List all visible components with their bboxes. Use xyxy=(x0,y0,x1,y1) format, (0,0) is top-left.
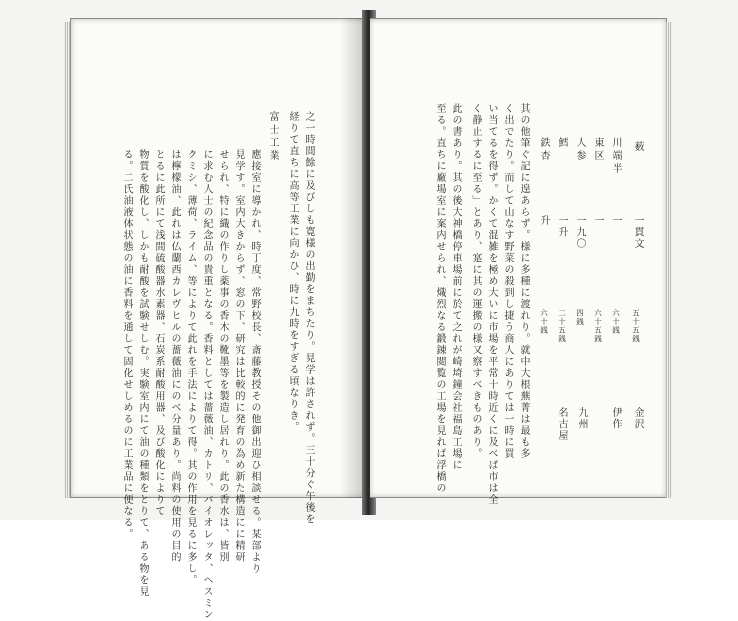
list-value: 一 xyxy=(592,215,603,227)
left-page xyxy=(70,18,367,621)
place-name: 金沢 xyxy=(632,407,643,430)
section-heading: 富士工業 xyxy=(267,111,278,163)
price: 六十五銭 xyxy=(593,309,603,343)
list-item: 薮 xyxy=(632,141,643,154)
text-line: く静止するに至る」とあり、寔に其の運搬の様又察すべきものあり。 xyxy=(470,103,481,460)
price: 五十五銭 xyxy=(631,309,641,343)
text-line: せられ、特に織の作りし薬事の香木の靴墨等を製造し居れり。此の香水は、皆別 xyxy=(217,149,228,563)
text-line: 其の他筆ぐ記に遑あらず。様に多種に渡れり。就中大根蕪菁は最も多 xyxy=(518,103,529,460)
text-line: に求む人士の紀念品の貴重となる。香料としては薔薇油、カトリ、バイオレッタ、ヘスミン xyxy=(201,149,212,621)
list-item: 東区 xyxy=(592,137,603,163)
list-item: 鉄杏 xyxy=(538,137,549,163)
price: 六十銭 xyxy=(611,309,621,335)
list-value: 一九〇 xyxy=(574,215,585,250)
right-page xyxy=(370,18,667,506)
list-value: 一貫文 xyxy=(632,215,643,250)
price: 六十銭 xyxy=(539,309,549,335)
list-item: 人参 xyxy=(574,137,585,163)
place-name: 伊作 xyxy=(610,407,621,430)
text-line: とるに此所にて浅間硫酸器水素器、石炭系耐酸用器、及び酸化によりて xyxy=(153,149,164,517)
text-line: は檸檬油、此れは仏蘭西カレヴヒルの薔薇油にのべ分量あり。尚料の使用の目的 xyxy=(169,149,180,563)
place-name: 九州 xyxy=(576,407,587,430)
list-value: 一 xyxy=(610,215,621,227)
text-line: 見学す。室内大きからず、窓の下、研究は比較的に発育の為め新た構造にに精研 xyxy=(233,149,244,563)
text-line: 應接室に導かれ、時丁度、常野校長、斎藤教授その他御出迎ひ相談せる。某部より xyxy=(249,149,260,575)
price: 四銭 xyxy=(575,309,585,326)
list-item: 鱈 xyxy=(556,137,567,150)
text-line: 此の書あり。其の後大神橋停車場前に於て之れが崎埼鐘会社福島工場に xyxy=(450,103,461,471)
text-line: 之一時間餘に及びしも寛様の出勤をまちたり。見学は許されず。三十分ぐ午後を xyxy=(303,111,314,525)
list-value: 升 xyxy=(538,215,549,227)
text-line: 物質を酸化し、しかも耐酸を試験せしむ。実験室内にて油の種類をとりて、ある物を見 xyxy=(137,149,148,598)
page-edge-right xyxy=(666,22,672,498)
text-line: く出でたり。而して山なす野菜の殺到し捷う商人にありては一時に買 xyxy=(502,103,513,460)
text-line: 至る。直ちに廠場室に案内せられ、熾烈なる鍛錬閲覧の工場を見れば浮橋の xyxy=(434,103,445,494)
list-value: 一升 xyxy=(556,215,567,238)
list-item: 川端半 xyxy=(610,137,621,176)
spine-shadow xyxy=(340,18,362,498)
place-name: 名古屋 xyxy=(556,407,567,442)
text-line: クミシ、薄荷、ライム、等によりて此れを手法によりて得。其の作用を見るに多し。 xyxy=(185,149,196,586)
text-line: る。二氏油液体状態の油に香料を通して固化せしめるのに工業品に便なる。 xyxy=(121,149,132,540)
price: 二十五銭 xyxy=(557,309,567,343)
text-line: 経りて直ちに高等工業に向かひ、時に九時をすぎる頃なりき。 xyxy=(287,111,298,433)
text-line: い当てるを得ず。かくて混雑を極め大いに市場を平常十時近くに及べば市は全 xyxy=(486,103,497,506)
